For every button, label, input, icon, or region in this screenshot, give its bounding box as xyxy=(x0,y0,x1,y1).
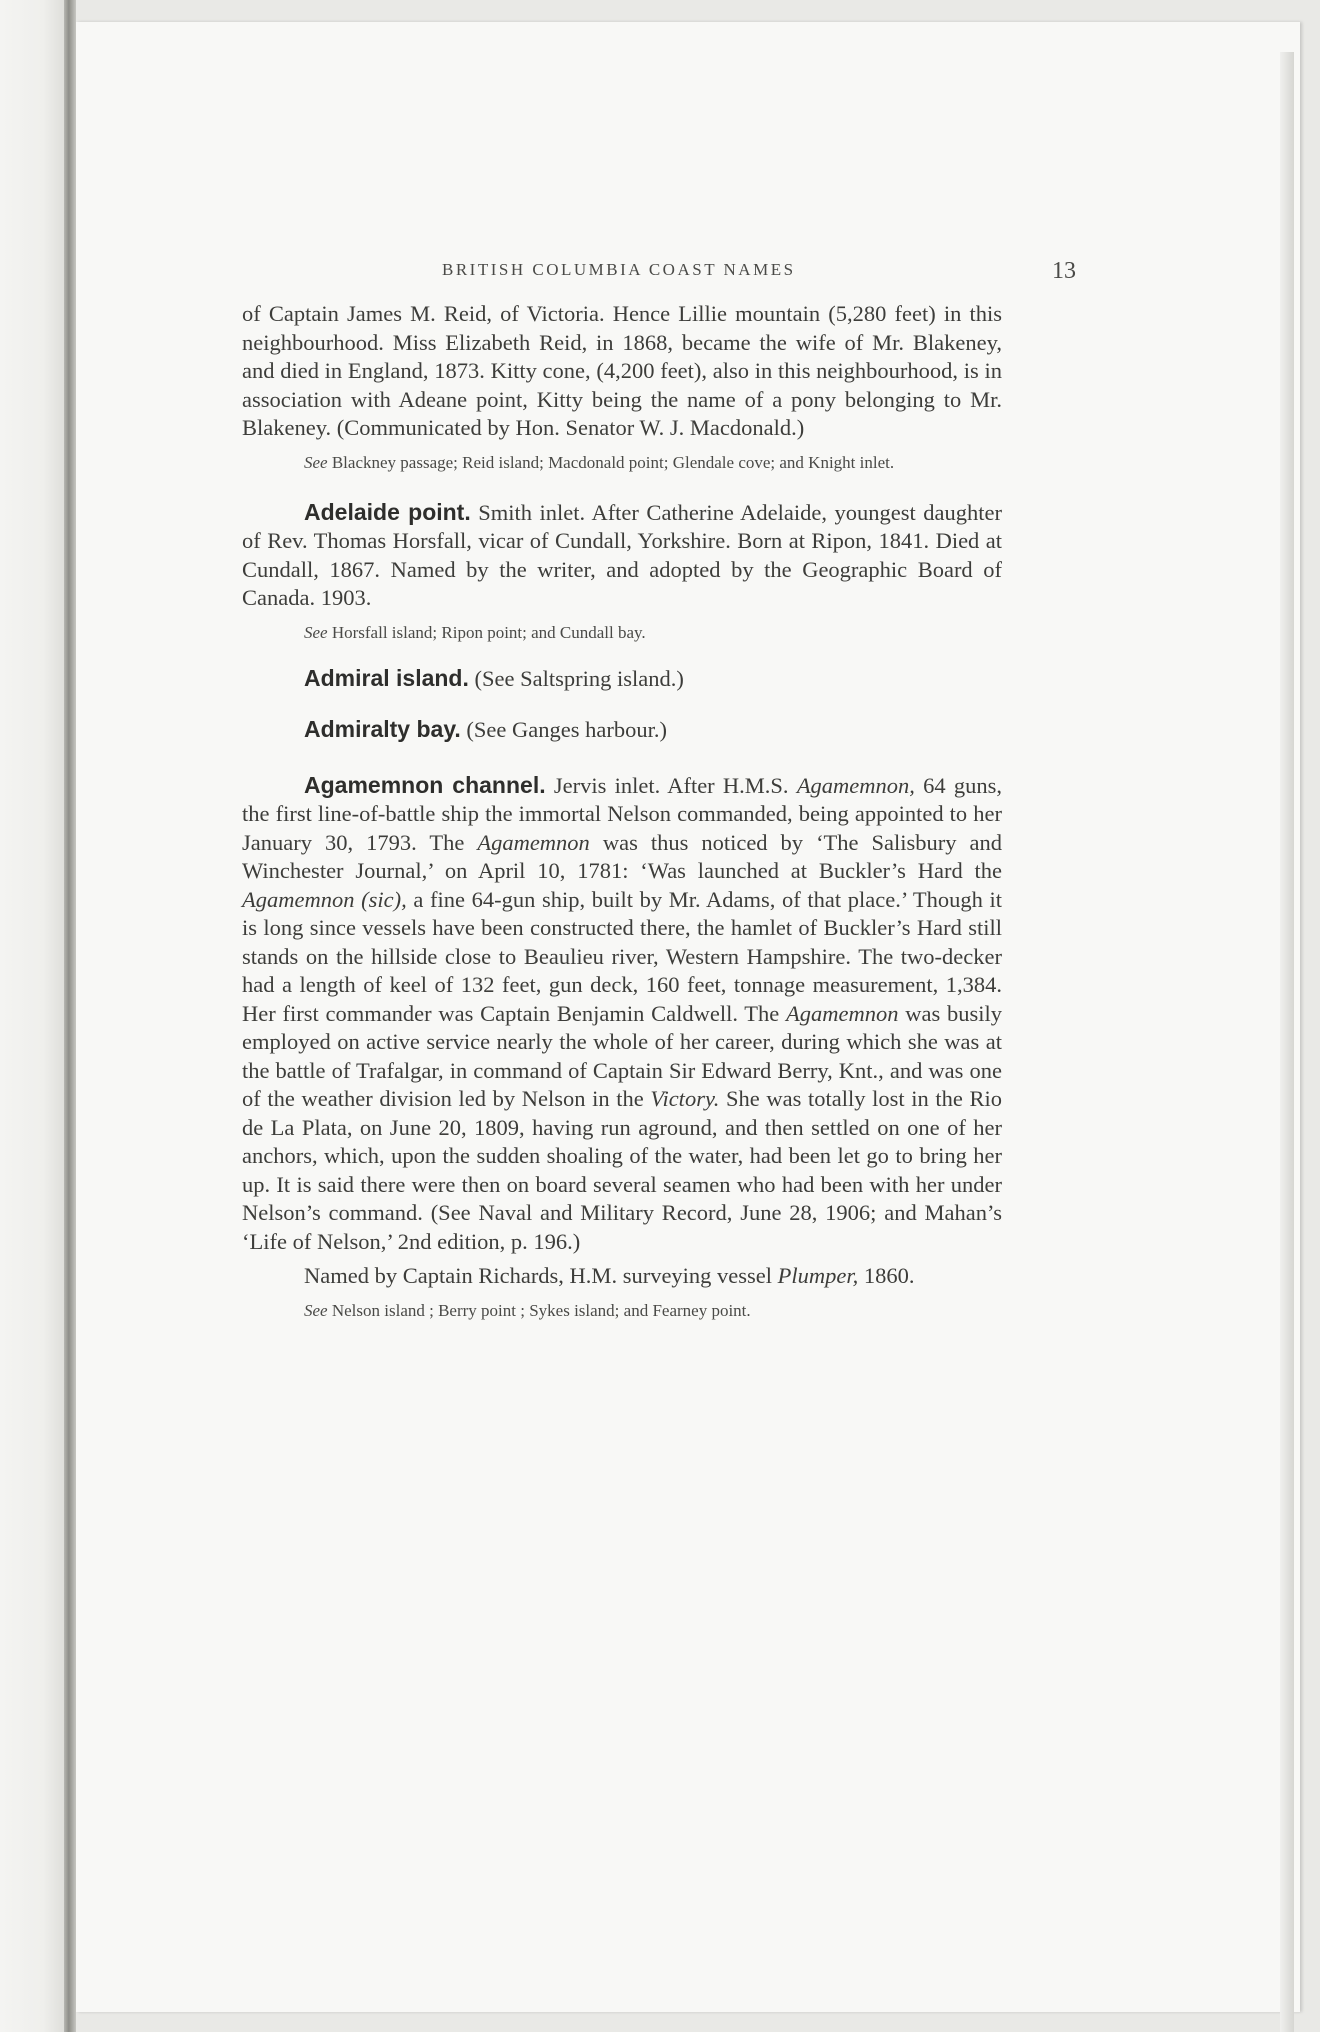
entry-text: 64 guns, the first line-of-battle ship the immortal Nelson commanded, being appointed to her January 30, 1793. The xyxy=(242,772,1003,855)
entry-text: Named by Captain Richards, H.M. surveying vessel xyxy=(304,1263,773,1288)
book-page xyxy=(76,22,1300,2012)
see-also-text: Nelson island ; Berry point ; Sykes island; and Fearney point. xyxy=(331,1300,751,1320)
entry-text: She was totally lost in the Rio de La Plata, on June 20, 1809, having run aground, and then settled on one of her anchors, which, upon the sudden shoaling of the water, had been let go to bring her up. It is said there were then on board several seamen who had been with her under Nelson’s command. (See Naval and Military Record, June 28, 1906; and Mahan’s ‘Life of Nelson,’ 2nd edition, p. 196.) xyxy=(242,1086,1003,1254)
see-label: See xyxy=(304,452,328,472)
entry-text: was thus noticed by ‘The Salisbury and Winchester Journal,’ on April 10, 1781: ‘Was launched at Buckler’s Hard the xyxy=(242,829,1003,883)
ship-name: Agamemnon, xyxy=(796,772,915,798)
entry-text: (See Ganges harbour.) xyxy=(466,717,667,742)
ship-name: Agamemnon xyxy=(786,1000,899,1026)
entry-adelaide-point xyxy=(242,498,1002,613)
entry-text: was busily employed on active service nearly the whole of her career, during which she was at the battle of Trafalgar, in command of Captain Sir Edward Berry, Knt., and was one of the weather division led by Nelson in the xyxy=(242,1000,1003,1111)
entry-heading: Adelaide point. xyxy=(304,498,471,525)
page-body xyxy=(242,300,1002,1320)
see-also-text: Blackney passage; Reid island; Macdonald point; Glendale cove; and Knight inlet. xyxy=(331,452,895,472)
see-also-adelaide xyxy=(242,623,1002,642)
running-title: BRITISH COLUMBIA COAST NAMES xyxy=(442,260,796,279)
page-number: 13 xyxy=(1052,258,1076,284)
running-head xyxy=(76,258,1300,288)
entry-text: Jervis inlet. After H.M.S. xyxy=(553,772,789,798)
entry-text: (See Saltspring island.) xyxy=(474,665,684,691)
entry-text: a fine 64-gun ship, built by Mr. Adams, of that place.’ Though it is long since vessels have been constructed there, the hamlet of Buckler’s Hard still stands on the hillside close to Beaulieu river, Western Hampshire. The two-decker had a length of keel of 132 feet, gun deck, 160 feet, tonnage measurement, 1,384. Her first commander was Captain Benjamin Caldwell. The xyxy=(242,886,1002,1026)
entry-heading: Admiralty bay. xyxy=(304,716,461,742)
book-gutter xyxy=(64,0,76,2032)
facing-page-edge xyxy=(0,0,72,2032)
entry-heading: Admiral island. xyxy=(304,664,469,691)
see-also-agamemnon xyxy=(242,1301,1002,1320)
entry-agamemnon-channel xyxy=(242,771,1002,1257)
ship-name: Agamemnon xyxy=(477,829,590,855)
continued-paragraph: of Captain James M. Reid, of Victoria. Hence Lillie mountain (5,280 feet) in this neighbourhood. Miss Elizabeth Reid, in 1868, became the wife of Mr. Blakeney, and died in England, 1873. Kitty cone, (4,200 feet), also in this neighbourhood, is in association with Adeane point, Kitty being the name of a pony belonging to Mr. Blakeney. (Communicated by Hon. Senator W. J. Macdonald.) xyxy=(242,301,1002,440)
page-fore-edge xyxy=(1280,52,1294,2032)
named-by-paragraph xyxy=(242,1262,1002,1291)
ship-name: Victory. xyxy=(650,1086,720,1111)
entry-heading: Agamemnon channel. xyxy=(304,771,546,798)
entry-text: 1860. xyxy=(863,1263,915,1288)
entry-text: Smith inlet. After Catherine Adelaide, youngest daughter of Rev. Thomas Horsfall, vicar of Cundall, Yorkshire. Born at Ripon, 1841. Died at Cundall, 1867. Named by the writer, and adopted by the Geographic Board of Canada. 1903. xyxy=(242,499,1003,610)
entry-admiral-island xyxy=(242,664,1002,694)
see-also-text: Horsfall island; Ripon point; and Cundall bay. xyxy=(331,622,646,642)
see-label: See xyxy=(304,1300,328,1320)
see-also-reid xyxy=(242,453,1002,472)
see-label: See xyxy=(304,622,328,642)
entry-admiralty-bay xyxy=(242,715,1002,745)
ship-name: Agamemnon (sic), xyxy=(242,886,407,912)
ship-name: Plumper, xyxy=(777,1263,859,1288)
